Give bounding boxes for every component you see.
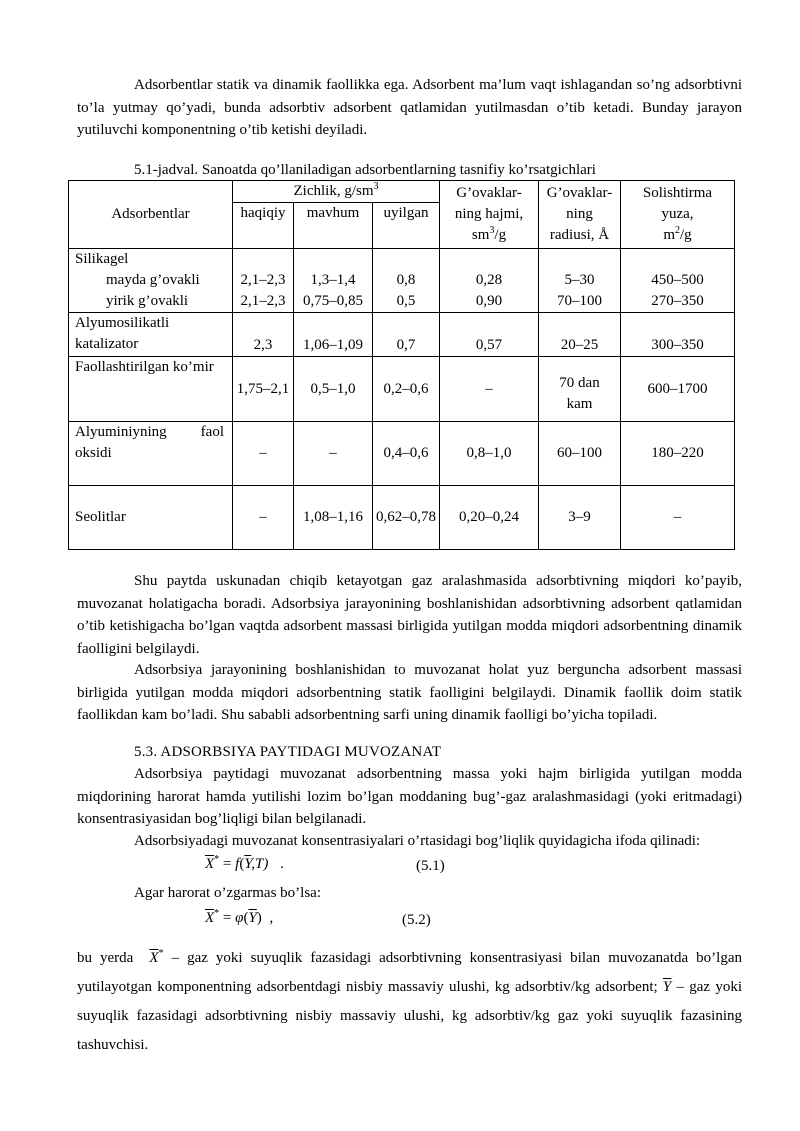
row-name-alumosilicate: Alyumosilikatli katalizator (69, 313, 233, 357)
header-bulk-density: uyilgan (373, 203, 440, 249)
table-row: Alyumosilikatli katalizator 2,3 1,06–1,09 0,7 0,57 20–25 300–350 (69, 313, 735, 357)
paragraph-5: Adsorbsiyadagi muvozanat konsentrasiyalari o’rtasidagi bog’liqlik quyidagicha ifoda qilinadi: (134, 833, 701, 849)
table-row: Faollashtirilgan ko’mir 1,75–2,1 0,5–1,0 0,2–0,6 – 70 dan kam 600–1700 (69, 357, 735, 422)
header-density: Zichlik, $g/sm^3$ (233, 181, 440, 203)
row-name-alumina: Alyuminiyning faol oksidi (69, 422, 233, 486)
paragraph-4: Adsorbsiya paytidagi muvozanat adsorbentning massa yoki hajm birligida yutilgan modda miqdorining harorat hamda yutilishi lozim bo’lgan moddaning bug’-gaz aralashmasidagi (yoki eritmadagi) konsentrasiyasidan bog’liqligi bilan belgilanadi. (77, 766, 742, 827)
symbol-y: $\overline{Y}$ (662, 979, 672, 995)
paragraph-7: bu yerda $\overline{X}^*$ – gaz yoki suyuqlik fazasidagi adsorbtivning konsentrasiyasi bilan muvozanatda bo’lgan yutilayotgan komponentning adsorbentdagi nisbiy massaviy ulushi, kg adsorbtiv/kg adsorbent; $\overline{Y}$ – gaz yoki suyuqlik fazasidagi adsorbtivning nisbiy massaviy ulushi, kg adsorbtiv/kg gaz yoki suyuqlik fazasining tashuvchisi. (77, 948, 743, 1053)
paragraph-1: Adsorbentlar statik va dinamik faollikka ega. Adsorbent ma’lum vaqt ishlagandan so’ng adsorbtivni to’la yutmay qo’yadi, bunda adsorbtiv adsorbent qatlamidan yutilmasdan o’tib ketadi. Bunday jarayon yutiluvchi komponentning o’tib ketishi deyiladi. (77, 77, 742, 138)
equation-number-5-2: (5.2) (402, 912, 431, 928)
table-row: Seolitlar – 1,08–1,16 0,62–0,78 0,20–0,24 3–9 – (69, 486, 735, 550)
table-caption: 5.1-jadval. Sanoatda qo’llaniladigan adsorbentlarning tasnifiy ko’rsatgichlari (134, 162, 596, 178)
section-heading: 5.3. ADSORBSIYA PAYTIDAGI MUVOZANAT (134, 744, 442, 760)
row-name-silicagel: Silikagel mayda g’ovakli yirik g’ovakli (69, 249, 233, 313)
adsorbents-table (68, 180, 735, 550)
header-pore-volume: G’ovaklar- ning hajmi, $sm^3/g$ (440, 181, 539, 249)
paragraph-6: Agar harorat o’zgarmas bo’lsa: (134, 885, 322, 901)
header-specific-surface: Solishtirma yuza, $m^2/g$ (621, 181, 735, 249)
row-name-activated-carbon: Faollashtirilgan ko’mir (69, 357, 233, 422)
symbol-x: $\overline{X}$ (149, 950, 159, 966)
table-row: Silikagel mayda g’ovakli yirik g’ovakli 2,1–2,3 2,1–2,3 1,3–1,4 0,75–0,85 0,8 0,5 0,28 0,90 5–30 70–100 450–500 270–350 (69, 249, 735, 313)
header-apparent-density: mavhum (294, 203, 373, 249)
paragraph-3: Adsorbsiya jarayonining boshlanishidan to muvozanat holat yuz berguncha adsorbent massasi birligida yutilgan modda miqdori adsorbentning statik faolligini belgilaydi. Dinamik faollik doim statik faollikdan kam bo’ladi. Shu sababli adsorbentning sarfi uning dinamik faolligi bo’yicha topiladi. (77, 662, 742, 723)
formula-5-2: $\overline{X}^* = \varphi(\overline{Y})$ , (205, 908, 274, 926)
table-row: Alyuminiyning faol oksidi – – 0,4–0,6 0,8–1,0 60–100 180–220 (69, 422, 735, 486)
formula-5-1: $\overline{X}^* = f(\overline{Y},T)$ . (205, 854, 284, 872)
header-pore-radius: G’ovaklar- ning radiusi, Å (539, 181, 621, 249)
header-adsorbents: Adsorbentlar (69, 181, 233, 249)
paragraph-2: Shu paytda uskunadan chiqib ketayotgan gaz aralashmasida adsorbtivning miqdori ko’payib, muvozanat holatigacha boradi. Adsorbsiya jarayonining boshlanishidan adsorbtivning adsorbent qatlamidan o’tib ketishigacha bo’lgan vaqtda adsorbent massasi birligida yutilgan modda miqdori adsorbentning dinamik faolligini belgilaydi. (77, 573, 742, 657)
equation-number-5-1: (5.1) (416, 858, 445, 874)
row-name-zeolites: Seolitlar (69, 486, 233, 550)
header-true-density: haqiqiy (233, 203, 294, 249)
